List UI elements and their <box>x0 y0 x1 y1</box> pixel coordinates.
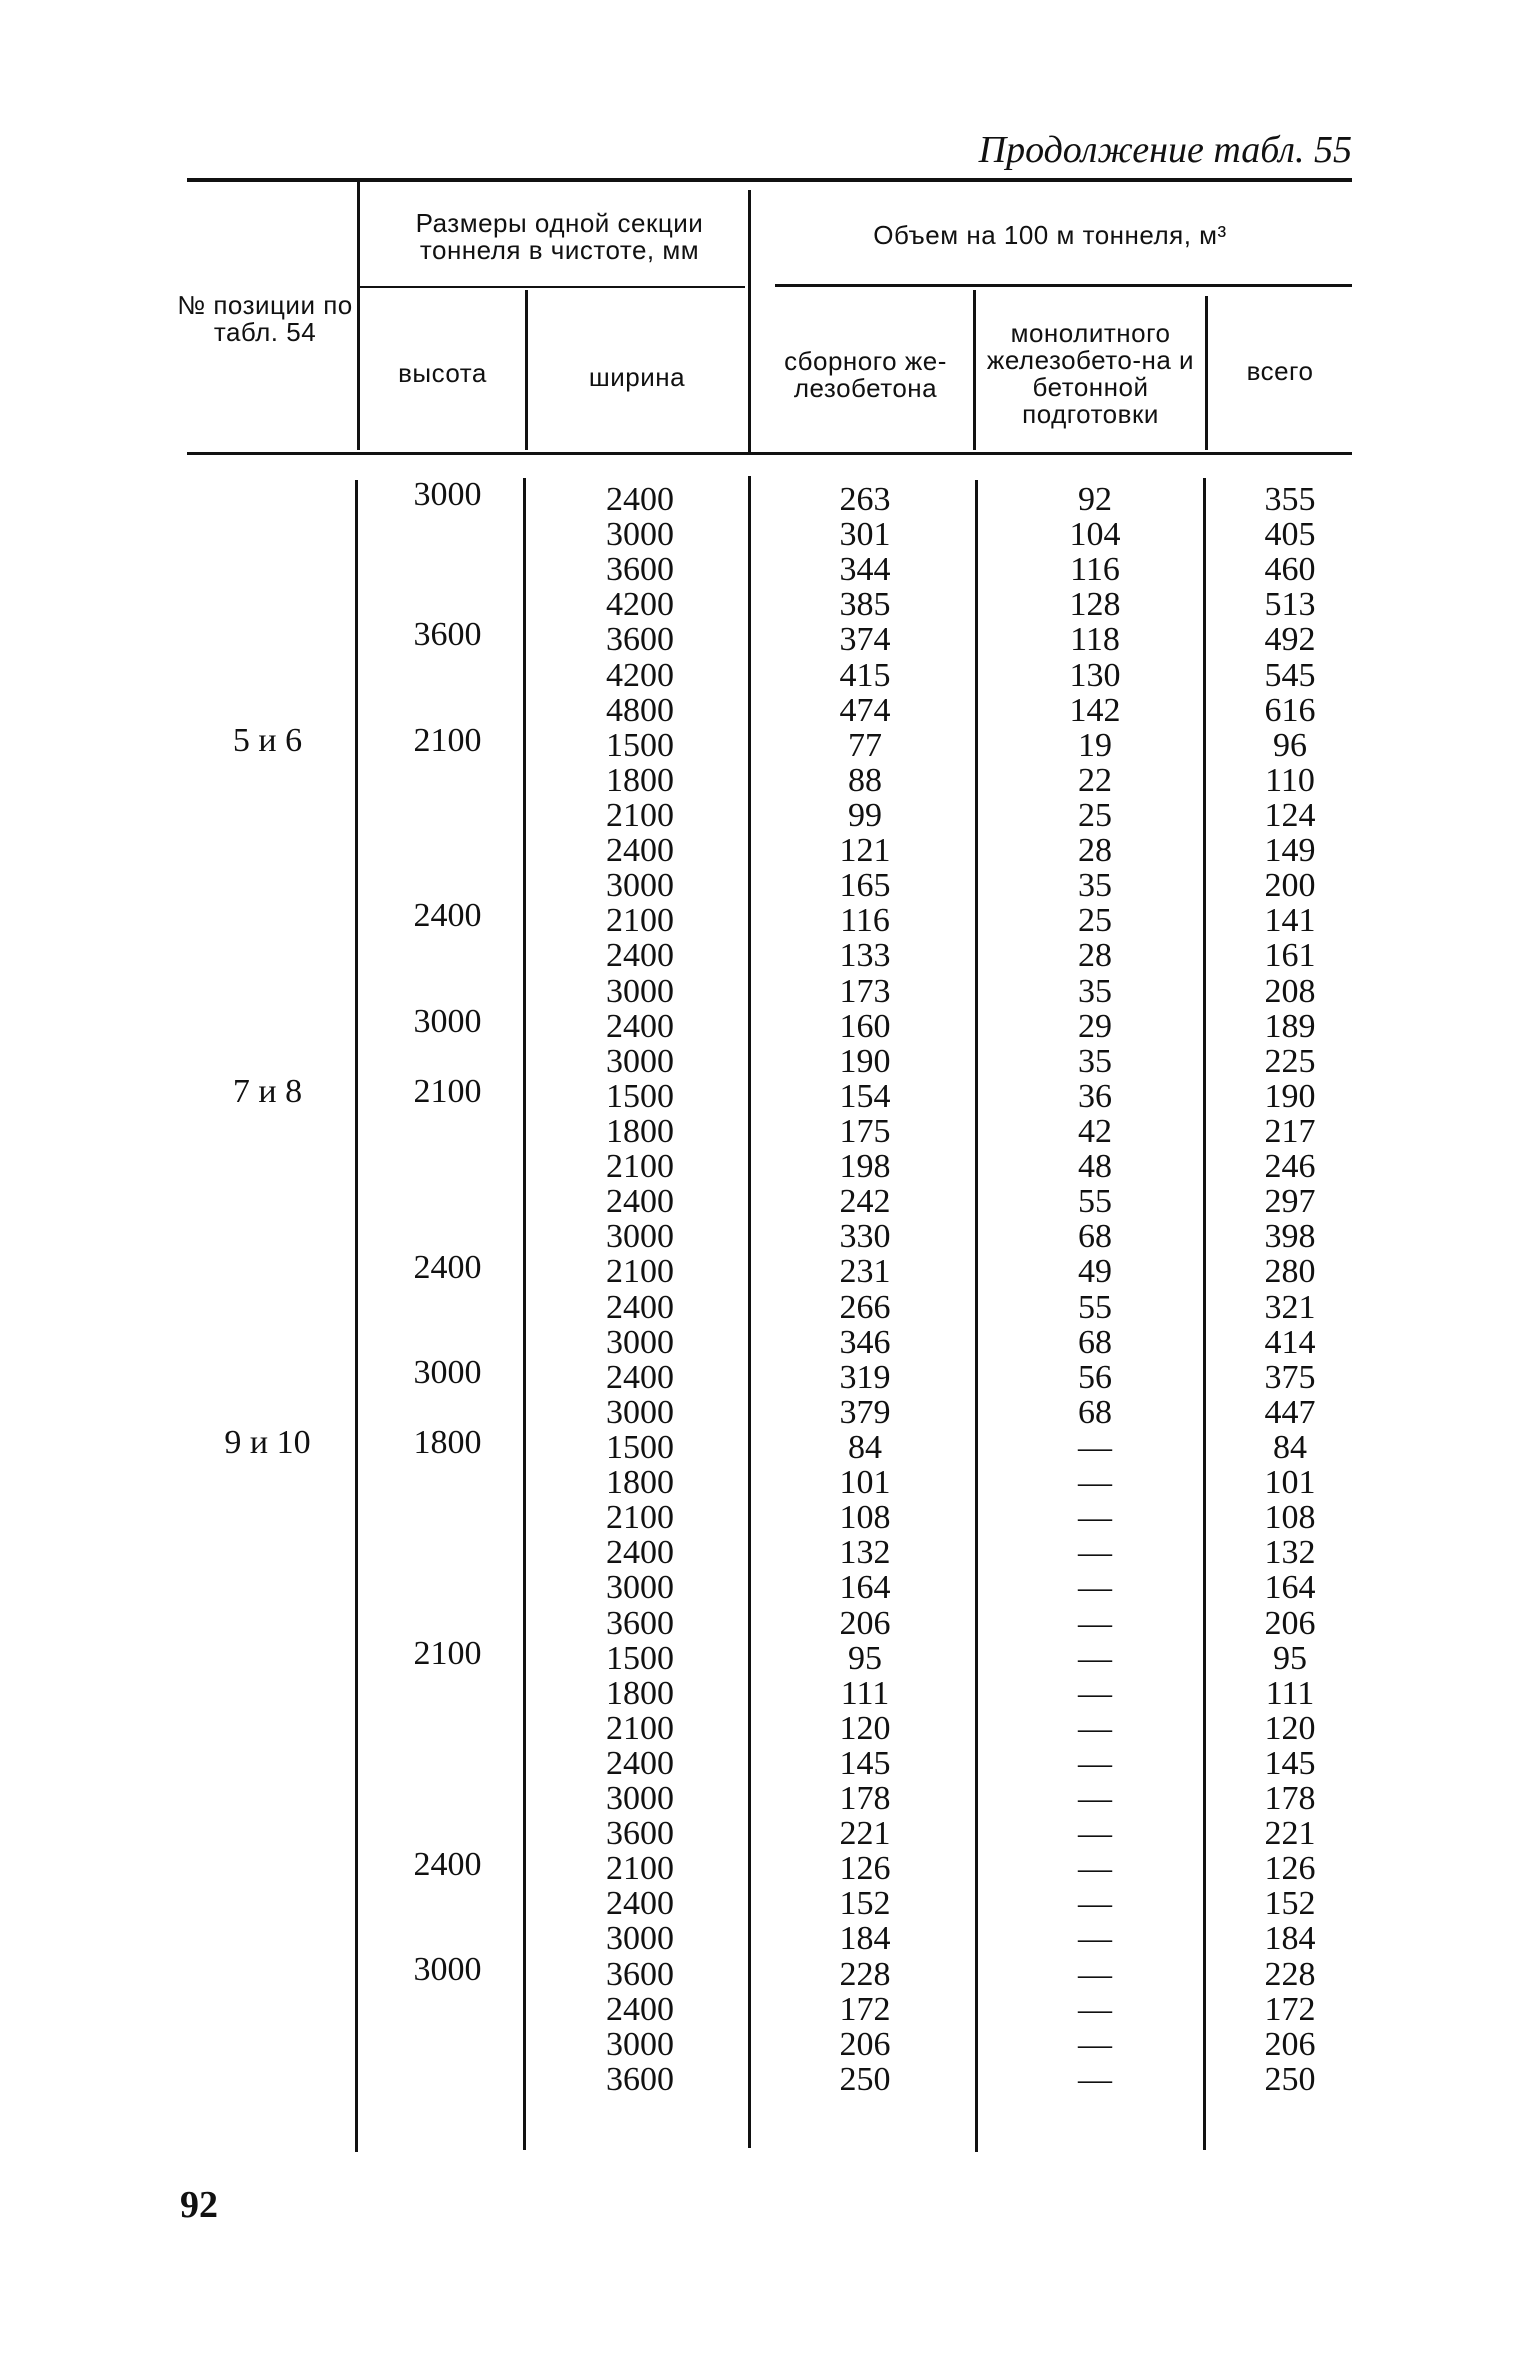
height-label: 3600 <box>413 616 482 654</box>
cell-total: 132 <box>1264 1534 1316 1572</box>
hdr-vrule-3 <box>748 190 751 452</box>
page-number: 92 <box>180 2184 218 2226</box>
cell-precast: 415 <box>839 656 891 694</box>
cell-total: 321 <box>1264 1288 1316 1326</box>
cell-widths: 2100 <box>606 796 674 834</box>
cell-total: 297 <box>1264 1183 1316 1221</box>
cell-widths: 1800 <box>606 1464 674 1502</box>
cell-widths: 4800 <box>606 691 674 729</box>
cell-precast: 344 <box>839 551 891 589</box>
cell-total: 200 <box>1264 867 1316 905</box>
cell-monolithic: — <box>1078 1534 1112 1572</box>
cell-monolithic: 19 <box>1078 726 1112 764</box>
cell-monolithic: 25 <box>1078 902 1112 940</box>
cell-precast: 228 <box>839 1955 891 1993</box>
cell-monolithic: — <box>1078 1499 1112 1537</box>
hdr-vrule-1 <box>357 182 360 450</box>
cell-widths: 1800 <box>606 761 674 799</box>
column-precast <box>800 482 930 2097</box>
cell-monolithic: — <box>1078 1990 1112 2028</box>
cell-monolithic: — <box>1078 1709 1112 1747</box>
header-volume: Объем на 100 м тоннеля, м³ <box>873 220 1227 250</box>
position-label: 5 и 6 <box>232 721 303 759</box>
cell-widths: 2400 <box>606 481 674 518</box>
cell-monolithic: 35 <box>1078 972 1112 1010</box>
cell-total: 149 <box>1264 832 1316 870</box>
cell-total: 141 <box>1264 902 1316 940</box>
cell-precast: 379 <box>839 1393 891 1431</box>
cell-total: 101 <box>1264 1464 1316 1502</box>
cell-precast: 121 <box>839 832 891 870</box>
height-label: 2400 <box>413 1248 482 1286</box>
height-label: 3000 <box>413 1354 482 1391</box>
cell-total: 492 <box>1264 621 1316 659</box>
cell-total: 280 <box>1264 1253 1316 1291</box>
cell-total: 355 <box>1264 481 1316 518</box>
cell-monolithic: 25 <box>1078 796 1112 834</box>
cell-precast: 198 <box>839 1148 891 1186</box>
cell-precast: 95 <box>848 1639 882 1677</box>
cell-monolithic: 28 <box>1078 832 1112 870</box>
cell-total: 124 <box>1264 796 1316 834</box>
cell-widths: 3000 <box>606 1393 674 1431</box>
cell-precast: 160 <box>839 1007 891 1045</box>
cell-monolithic: — <box>1078 1744 1112 1782</box>
cell-precast: 145 <box>839 1744 891 1782</box>
cell-total: 616 <box>1264 691 1316 729</box>
cell-widths: 1800 <box>606 1674 674 1712</box>
cell-precast: 242 <box>839 1183 891 1221</box>
cell-precast: 84 <box>848 1428 882 1466</box>
cell-widths: 1500 <box>606 1077 674 1115</box>
cell-monolithic: 35 <box>1078 867 1112 905</box>
cell-precast: 374 <box>839 621 891 659</box>
cell-total: 126 <box>1264 1850 1316 1888</box>
cell-total: 120 <box>1264 1709 1316 1747</box>
cell-monolithic: — <box>1078 1604 1112 1642</box>
column-monolithic <box>1030 482 1160 2097</box>
cell-precast: 77 <box>848 726 882 764</box>
cell-widths: 2400 <box>606 1358 674 1396</box>
cell-monolithic: — <box>1078 1428 1112 1466</box>
cell-total: 172 <box>1264 1990 1316 2028</box>
cell-total: 184 <box>1264 1920 1316 1958</box>
cell-monolithic: 116 <box>1070 551 1120 589</box>
cell-precast: 120 <box>839 1709 891 1747</box>
cell-widths: 2100 <box>606 1253 674 1291</box>
cell-monolithic: — <box>1078 1569 1112 1607</box>
cell-widths: 3000 <box>606 1780 674 1818</box>
header-subrule-sizes <box>360 286 745 288</box>
cell-widths: 3600 <box>606 2060 674 2098</box>
position-label: 7 и 8 <box>232 1073 303 1111</box>
cell-widths: 3000 <box>606 1569 674 1607</box>
body-vrule-4 <box>975 480 978 2152</box>
cell-widths: 3000 <box>606 1218 674 1256</box>
header-top-rule <box>187 178 1352 182</box>
height-label: 1800 <box>413 1424 482 1462</box>
hdr-vrule-4 <box>973 290 976 450</box>
cell-precast: 474 <box>839 691 891 729</box>
cell-monolithic: 56 <box>1078 1358 1112 1396</box>
cell-widths: 2400 <box>606 1990 674 2028</box>
cell-total: 208 <box>1264 972 1316 1010</box>
cell-precast: 133 <box>839 937 891 975</box>
cell-total: 217 <box>1264 1112 1316 1150</box>
header-monolithic: монолитного железобето-на и бетонной подготовки <box>986 318 1195 429</box>
cell-precast: 175 <box>839 1112 891 1150</box>
cell-total: 513 <box>1264 586 1316 624</box>
cell-widths: 2100 <box>606 1148 674 1186</box>
cell-widths: 2100 <box>606 1850 674 1888</box>
cell-widths: 3000 <box>606 1920 674 1958</box>
cell-monolithic: — <box>1078 2060 1112 2098</box>
cell-precast: 266 <box>839 1288 891 1326</box>
height-label: 3000 <box>413 476 482 513</box>
cell-total: 164 <box>1264 1569 1316 1607</box>
cell-widths: 2100 <box>606 902 674 940</box>
cell-precast: 88 <box>848 761 882 799</box>
cell-total: 375 <box>1264 1358 1316 1396</box>
cell-widths: 3000 <box>606 1323 674 1361</box>
cell-precast: 126 <box>839 1850 891 1888</box>
cell-widths: 2400 <box>606 1007 674 1045</box>
cell-widths: 3600 <box>606 1604 674 1642</box>
cell-widths: 4200 <box>606 586 674 624</box>
header-height: высота <box>398 358 487 388</box>
cell-precast: 111 <box>840 1674 890 1712</box>
cell-widths: 1500 <box>606 1639 674 1677</box>
cell-widths: 2400 <box>606 832 674 870</box>
cell-widths: 3600 <box>606 1815 674 1853</box>
cell-total: 84 <box>1273 1428 1307 1466</box>
cell-widths: 3000 <box>606 2025 674 2063</box>
cell-widths: 1500 <box>606 726 674 764</box>
cell-total: 405 <box>1264 516 1316 554</box>
cell-widths: 3600 <box>606 621 674 659</box>
cell-monolithic: 35 <box>1078 1042 1112 1080</box>
cell-monolithic: 128 <box>1069 586 1121 624</box>
cell-total: 111 <box>1265 1674 1315 1712</box>
cell-monolithic: 68 <box>1078 1218 1112 1256</box>
cell-total: 145 <box>1264 1744 1316 1782</box>
cell-monolithic: 68 <box>1078 1393 1112 1431</box>
height-label: 2100 <box>413 1073 482 1111</box>
cell-total: 221 <box>1264 1815 1316 1853</box>
cell-precast: 152 <box>839 1885 891 1923</box>
column-width <box>570 482 710 2097</box>
body-vrule-1 <box>355 480 358 2152</box>
cell-widths: 3000 <box>606 867 674 905</box>
cell-total: 447 <box>1264 1393 1316 1431</box>
cell-total: 190 <box>1264 1077 1316 1115</box>
cell-widths: 2100 <box>606 1709 674 1747</box>
column-total <box>1225 482 1355 2097</box>
cell-total: 228 <box>1264 1955 1316 1993</box>
cell-monolithic: — <box>1078 1955 1112 1993</box>
cell-precast: 319 <box>839 1358 891 1396</box>
cell-widths: 1800 <box>606 1112 674 1150</box>
cell-precast: 164 <box>839 1569 891 1607</box>
cell-monolithic: — <box>1078 1850 1112 1888</box>
cell-precast: 173 <box>839 972 891 1010</box>
height-label: 2400 <box>413 897 482 935</box>
cell-monolithic: 68 <box>1078 1323 1112 1361</box>
cell-precast: 385 <box>839 586 891 624</box>
cell-precast: 221 <box>839 1815 891 1853</box>
cell-total: 108 <box>1264 1499 1316 1537</box>
cell-monolithic: 22 <box>1078 761 1112 799</box>
cell-monolithic: 142 <box>1069 691 1121 729</box>
cell-monolithic: 36 <box>1078 1077 1112 1115</box>
cell-monolithic: — <box>1078 1920 1112 1958</box>
cell-precast: 154 <box>839 1077 891 1115</box>
cell-monolithic: 130 <box>1069 656 1121 694</box>
cell-monolithic: 29 <box>1078 1007 1112 1045</box>
cell-widths: 3600 <box>606 1955 674 1993</box>
table-caption: Продолжение табл. 55 <box>978 129 1352 171</box>
cell-monolithic: 118 <box>1070 621 1120 659</box>
cell-widths: 2400 <box>606 1183 674 1221</box>
cell-widths: 2400 <box>606 1744 674 1782</box>
body-vrule-5 <box>1203 478 1206 2150</box>
cell-precast: 206 <box>839 1604 891 1642</box>
cell-precast: 172 <box>839 1990 891 2028</box>
cell-total: 545 <box>1264 656 1316 694</box>
height-label: 2100 <box>413 1634 482 1672</box>
height-label: 2400 <box>413 1845 482 1883</box>
cell-total: 206 <box>1264 1604 1316 1642</box>
cell-widths: 2400 <box>606 1288 674 1326</box>
cell-total: 95 <box>1273 1639 1307 1677</box>
cell-precast: 206 <box>839 2025 891 2063</box>
cell-monolithic: 55 <box>1078 1183 1112 1221</box>
header-subrule-volume <box>775 284 1352 287</box>
cell-monolithic: — <box>1078 1639 1112 1677</box>
position-label: 9 и 10 <box>224 1424 311 1462</box>
cell-widths: 1500 <box>606 1428 674 1466</box>
cell-widths: 2400 <box>606 937 674 975</box>
cell-precast: 116 <box>840 902 890 940</box>
cell-widths: 2400 <box>606 1885 674 1923</box>
cell-total: 178 <box>1264 1780 1316 1818</box>
cell-total: 250 <box>1264 2060 1316 2098</box>
cell-monolithic: — <box>1078 2025 1112 2063</box>
cell-precast: 184 <box>839 1920 891 1958</box>
cell-precast: 99 <box>848 796 882 834</box>
cell-monolithic: 55 <box>1078 1288 1112 1326</box>
cell-precast: 165 <box>839 867 891 905</box>
cell-widths: 3000 <box>606 972 674 1010</box>
cell-total: 398 <box>1264 1218 1316 1256</box>
cell-monolithic: 49 <box>1078 1253 1112 1291</box>
cell-total: 246 <box>1264 1148 1316 1186</box>
header-total: всего <box>1246 356 1314 386</box>
cell-precast: 263 <box>839 481 891 518</box>
height-label: 3000 <box>413 1951 482 1989</box>
cell-precast: 330 <box>839 1218 891 1256</box>
cell-total: 152 <box>1264 1885 1316 1923</box>
cell-total: 189 <box>1264 1007 1316 1045</box>
cell-widths: 3600 <box>606 551 674 589</box>
header-position: № позиции по табл. 54 <box>177 290 353 347</box>
cell-precast: 301 <box>839 516 891 554</box>
cell-precast: 108 <box>839 1499 891 1537</box>
cell-total: 96 <box>1273 726 1307 764</box>
cell-widths: 4200 <box>606 656 674 694</box>
cell-widths: 2400 <box>606 1534 674 1572</box>
body-vrule-3 <box>748 476 751 2148</box>
cell-monolithic: — <box>1078 1464 1112 1502</box>
cell-precast: 250 <box>839 2060 891 2098</box>
cell-total: 460 <box>1264 551 1316 589</box>
cell-precast: 132 <box>839 1534 891 1572</box>
cell-monolithic: 104 <box>1069 516 1121 554</box>
cell-monolithic: — <box>1078 1885 1112 1923</box>
cell-monolithic: 42 <box>1078 1112 1112 1150</box>
header-bottom-rule <box>187 452 1352 455</box>
cell-widths: 2100 <box>606 1499 674 1537</box>
cell-precast: 178 <box>839 1780 891 1818</box>
cell-monolithic: 92 <box>1078 481 1112 518</box>
cell-precast: 190 <box>839 1042 891 1080</box>
cell-monolithic: 48 <box>1078 1148 1112 1186</box>
cell-precast: 101 <box>839 1464 891 1502</box>
cell-total: 110 <box>1265 761 1315 799</box>
cell-monolithic: — <box>1078 1674 1112 1712</box>
cell-total: 206 <box>1264 2025 1316 2063</box>
cell-total: 161 <box>1264 937 1316 975</box>
cell-total: 414 <box>1264 1323 1316 1361</box>
cell-precast: 231 <box>839 1253 891 1291</box>
header-width: ширина <box>588 362 686 392</box>
cell-widths: 3000 <box>606 1042 674 1080</box>
cell-monolithic: — <box>1078 1780 1112 1818</box>
cell-monolithic: — <box>1078 1815 1112 1853</box>
cell-widths: 3000 <box>606 516 674 554</box>
height-label: 3000 <box>413 1002 482 1040</box>
cell-precast: 346 <box>839 1323 891 1361</box>
header-precast: сборного же-лезобетона <box>784 346 947 403</box>
cell-total: 225 <box>1264 1042 1316 1080</box>
cell-monolithic: 28 <box>1078 937 1112 975</box>
header-section-size: Размеры одной секции тоннеля в чистоте, мм <box>415 208 704 265</box>
height-label: 2100 <box>413 721 482 759</box>
